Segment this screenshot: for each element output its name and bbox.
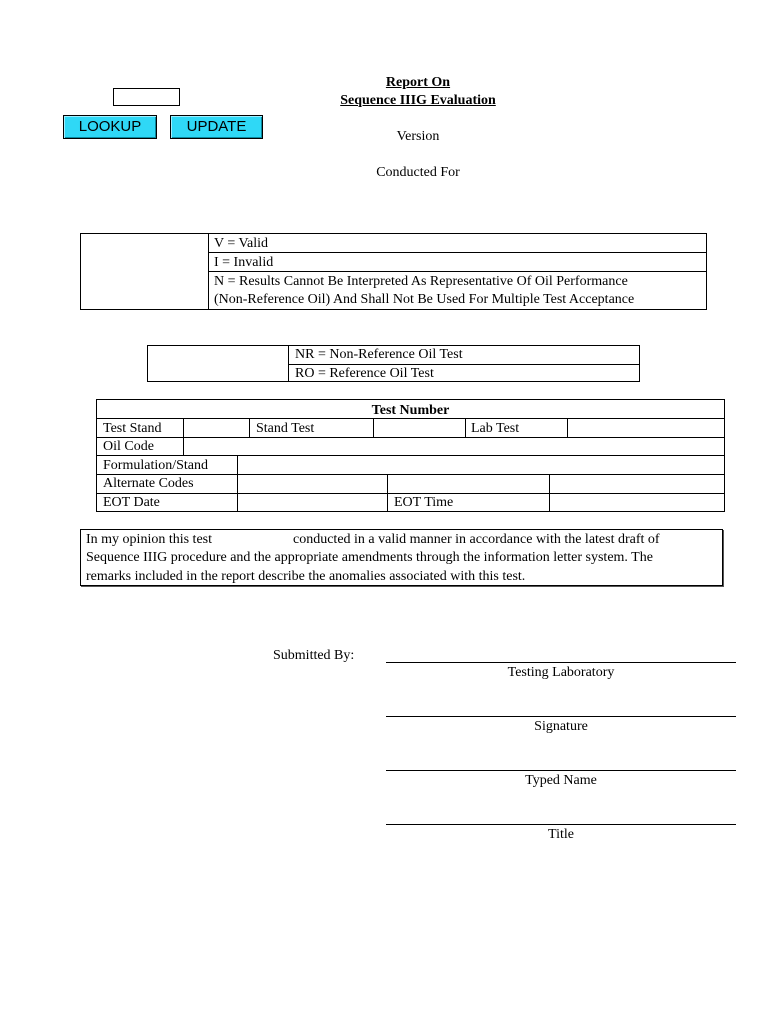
stand-test-label: Stand Test xyxy=(256,421,315,436)
oil-code-label: Oil Code xyxy=(103,439,154,454)
test-table-row-line xyxy=(96,437,725,438)
signature-label: Signature xyxy=(534,719,588,734)
test-table-col-line xyxy=(387,493,388,512)
reference-legend-text: RO = Reference Oil Test xyxy=(295,366,434,381)
report-title-line1: Report On xyxy=(385,75,451,90)
validity-legend-row-line xyxy=(208,252,707,253)
title-label: Title xyxy=(548,827,574,842)
title-line xyxy=(386,824,736,825)
opinion-line2: Sequence IIIG procedure and the appropriate amendments through the information letter system. The xyxy=(86,550,653,565)
version-label: Version xyxy=(396,129,440,144)
opinion-line1-start: In my opinion this test xyxy=(86,532,212,547)
report-title-line2: Sequence IIIG Evaluation xyxy=(340,93,496,108)
test-table-col-line xyxy=(183,418,184,437)
test-table-col-line xyxy=(237,493,238,512)
validity-legend-row-line xyxy=(208,271,707,272)
test-table-col-line xyxy=(387,474,388,493)
update-button[interactable]: UPDATE xyxy=(170,115,263,139)
testing-laboratory-line xyxy=(386,662,736,663)
eot-date-label: EOT Date xyxy=(103,495,160,510)
opinion-line1-end: conducted in a valid manner in accordance with the latest draft of xyxy=(293,532,660,547)
valid-legend-text: V = Valid xyxy=(214,236,269,251)
noninterpretable-legend-text: N = Results Cannot Be Interpreted As Representative Of Oil Performance xyxy=(214,274,628,289)
test-table-col-line xyxy=(549,493,550,512)
typed-name-label: Typed Name xyxy=(525,773,597,788)
test-table-col-line xyxy=(249,418,250,437)
test-table-col-line xyxy=(567,418,568,437)
test-table-col-line xyxy=(373,418,374,437)
test-stand-label: Test Stand xyxy=(103,421,162,436)
test-table-col-line xyxy=(237,474,238,493)
noninterpretable-legend-text-cont: (Non-Reference Oil) And Shall Not Be Used For Multiple Test Acceptance xyxy=(214,292,635,307)
non-reference-legend-text: NR = Non-Reference Oil Test xyxy=(295,347,463,362)
test-table-col-line xyxy=(237,455,238,474)
submitted-by-label: Submitted By: xyxy=(273,648,355,663)
test-table-col-line xyxy=(465,418,466,437)
lab-test-label: Lab Test xyxy=(471,421,520,436)
eot-time-label: EOT Time xyxy=(394,495,454,510)
signature-line xyxy=(386,716,736,717)
invalid-legend-text: I = Invalid xyxy=(214,255,274,270)
typed-name-line xyxy=(386,770,736,771)
test-table-col-line xyxy=(549,474,550,493)
opinion-line3: remarks included in the report describe the anomalies associated with this test. xyxy=(86,569,526,584)
test-table-col-line xyxy=(183,437,184,455)
test-number-header: Test Number xyxy=(371,403,450,418)
test-table-row-line xyxy=(96,455,725,456)
conducted-for-label: Conducted For xyxy=(376,165,460,180)
test-table-row-line xyxy=(96,418,725,419)
lookup-button[interactable]: LOOKUP xyxy=(63,115,157,139)
testing-laboratory-label: Testing Laboratory xyxy=(507,665,615,680)
formulation-stand-label: Formulation/Stand xyxy=(103,458,208,473)
alternate-codes-label: Alternate Codes xyxy=(103,476,194,491)
